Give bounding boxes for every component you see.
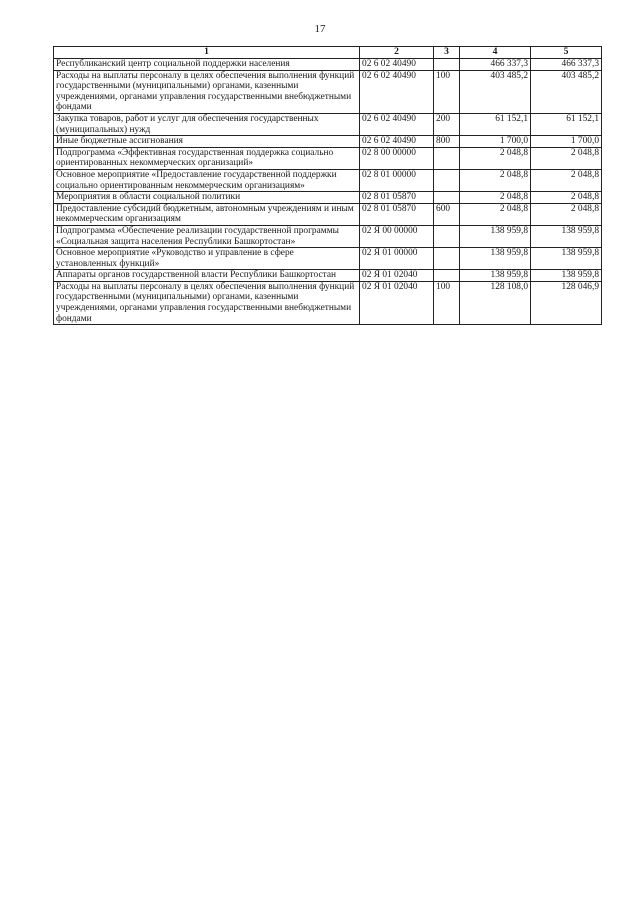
row-value-2: 2 048,8 — [531, 147, 602, 169]
row-code: 02 8 01 00000 — [360, 169, 434, 191]
row-value-2: 128 046,9 — [531, 281, 602, 324]
table-row — [54, 248, 602, 270]
row-name: Подпрограмма «Эффективная государственная поддержка социально ориентированных некоммерческих организаций» — [54, 147, 360, 169]
row-type — [434, 147, 460, 169]
row-name: Расходы на выплаты персоналу в целях обеспечения выполнения функций государственными (муниципальными) органами, казенными учреждениями, органами управления государственными внебюджетными фондами — [54, 70, 360, 113]
row-value-1: 2 048,8 — [460, 147, 531, 169]
row-value-1: 2 048,8 — [460, 192, 531, 204]
table-row — [54, 113, 602, 135]
row-code: 02 Я 01 02040 — [360, 281, 434, 324]
row-type — [434, 248, 460, 270]
table-row — [54, 192, 602, 204]
header-col-5: 5 — [531, 47, 602, 59]
table-row — [54, 59, 602, 71]
row-type: 100 — [434, 70, 460, 113]
row-value-1: 138 959,8 — [460, 225, 531, 247]
budget-table — [53, 46, 602, 325]
row-name: Иные бюджетные ассигнования — [54, 136, 360, 148]
row-value-2: 466 337,3 — [531, 59, 602, 71]
table-row — [54, 225, 602, 247]
table-row — [54, 270, 602, 282]
row-type — [434, 225, 460, 247]
row-name: Предоставление субсидий бюджетным, автономным учреждениям и иным некоммерческим организациям — [54, 203, 360, 225]
row-type — [434, 270, 460, 282]
header-col-1: 1 — [54, 47, 360, 59]
table-row — [54, 136, 602, 148]
row-type: 200 — [434, 113, 460, 135]
row-name: Основное мероприятие «Предоставление государственной поддержки социально ориентированным некоммерческим организациям» — [54, 169, 360, 191]
row-value-1: 1 700,0 — [460, 136, 531, 148]
row-value-1: 403 485,2 — [460, 70, 531, 113]
row-value-2: 2 048,8 — [531, 169, 602, 191]
page-number: 17 — [314, 23, 326, 35]
row-value-2: 2 048,8 — [531, 192, 602, 204]
row-code: 02 6 02 40490 — [360, 70, 434, 113]
row-value-1: 138 959,8 — [460, 248, 531, 270]
header-col-4: 4 — [460, 47, 531, 59]
row-name: Мероприятия в области социальной политики — [54, 192, 360, 204]
row-code: 02 8 01 05870 — [360, 192, 434, 204]
row-name: Закупка товаров, работ и услуг для обеспечения государственных (муниципальных) нужд — [54, 113, 360, 135]
row-value-2: 2 048,8 — [531, 203, 602, 225]
row-code: 02 Я 01 02040 — [360, 270, 434, 282]
row-value-2: 138 959,8 — [531, 225, 602, 247]
row-name: Республиканский центр социальной поддержки населения — [54, 59, 360, 71]
row-code: 02 6 02 40490 — [360, 59, 434, 71]
header-col-3: 3 — [434, 47, 460, 59]
row-name: Аппараты органов государственной власти Республики Башкортостан — [54, 270, 360, 282]
row-code: 02 8 00 00000 — [360, 147, 434, 169]
row-code: 02 8 01 05870 — [360, 203, 434, 225]
row-type — [434, 169, 460, 191]
row-type — [434, 59, 460, 71]
row-value-2: 61 152,1 — [531, 113, 602, 135]
row-type: 100 — [434, 281, 460, 324]
table-header-row — [54, 47, 602, 59]
row-value-1: 466 337,3 — [460, 59, 531, 71]
row-value-1: 2 048,8 — [460, 203, 531, 225]
row-value-2: 138 959,8 — [531, 270, 602, 282]
row-name: Основное мероприятие «Руководство и управление в сфере установленных функций» — [54, 248, 360, 270]
row-type — [434, 192, 460, 204]
row-value-2: 138 959,8 — [531, 248, 602, 270]
table-row — [54, 203, 602, 225]
row-name: Расходы на выплаты персоналу в целях обеспечения выполнения функций государственными (муниципальными) органами, казенными учреждениями, органами управления государственными внебюджетными фондами — [54, 281, 360, 324]
row-value-1: 128 108,0 — [460, 281, 531, 324]
table-row — [54, 281, 602, 324]
row-type: 600 — [434, 203, 460, 225]
row-code: 02 6 02 40490 — [360, 113, 434, 135]
row-name: Подпрограмма «Обеспечение реализации государственной программы «Социальная защита населения Республики Башкортостан» — [54, 225, 360, 247]
row-value-1: 138 959,8 — [460, 270, 531, 282]
table-row — [54, 147, 602, 169]
row-value-2: 1 700,0 — [531, 136, 602, 148]
row-code: 02 6 02 40490 — [360, 136, 434, 148]
row-code: 02 Я 01 00000 — [360, 248, 434, 270]
row-value-2: 403 485,2 — [531, 70, 602, 113]
table-row — [54, 70, 602, 113]
table-row — [54, 169, 602, 191]
row-code: 02 Я 00 00000 — [360, 225, 434, 247]
row-value-1: 2 048,8 — [460, 169, 531, 191]
header-col-2: 2 — [360, 47, 434, 59]
row-value-1: 61 152,1 — [460, 113, 531, 135]
row-type: 800 — [434, 136, 460, 148]
